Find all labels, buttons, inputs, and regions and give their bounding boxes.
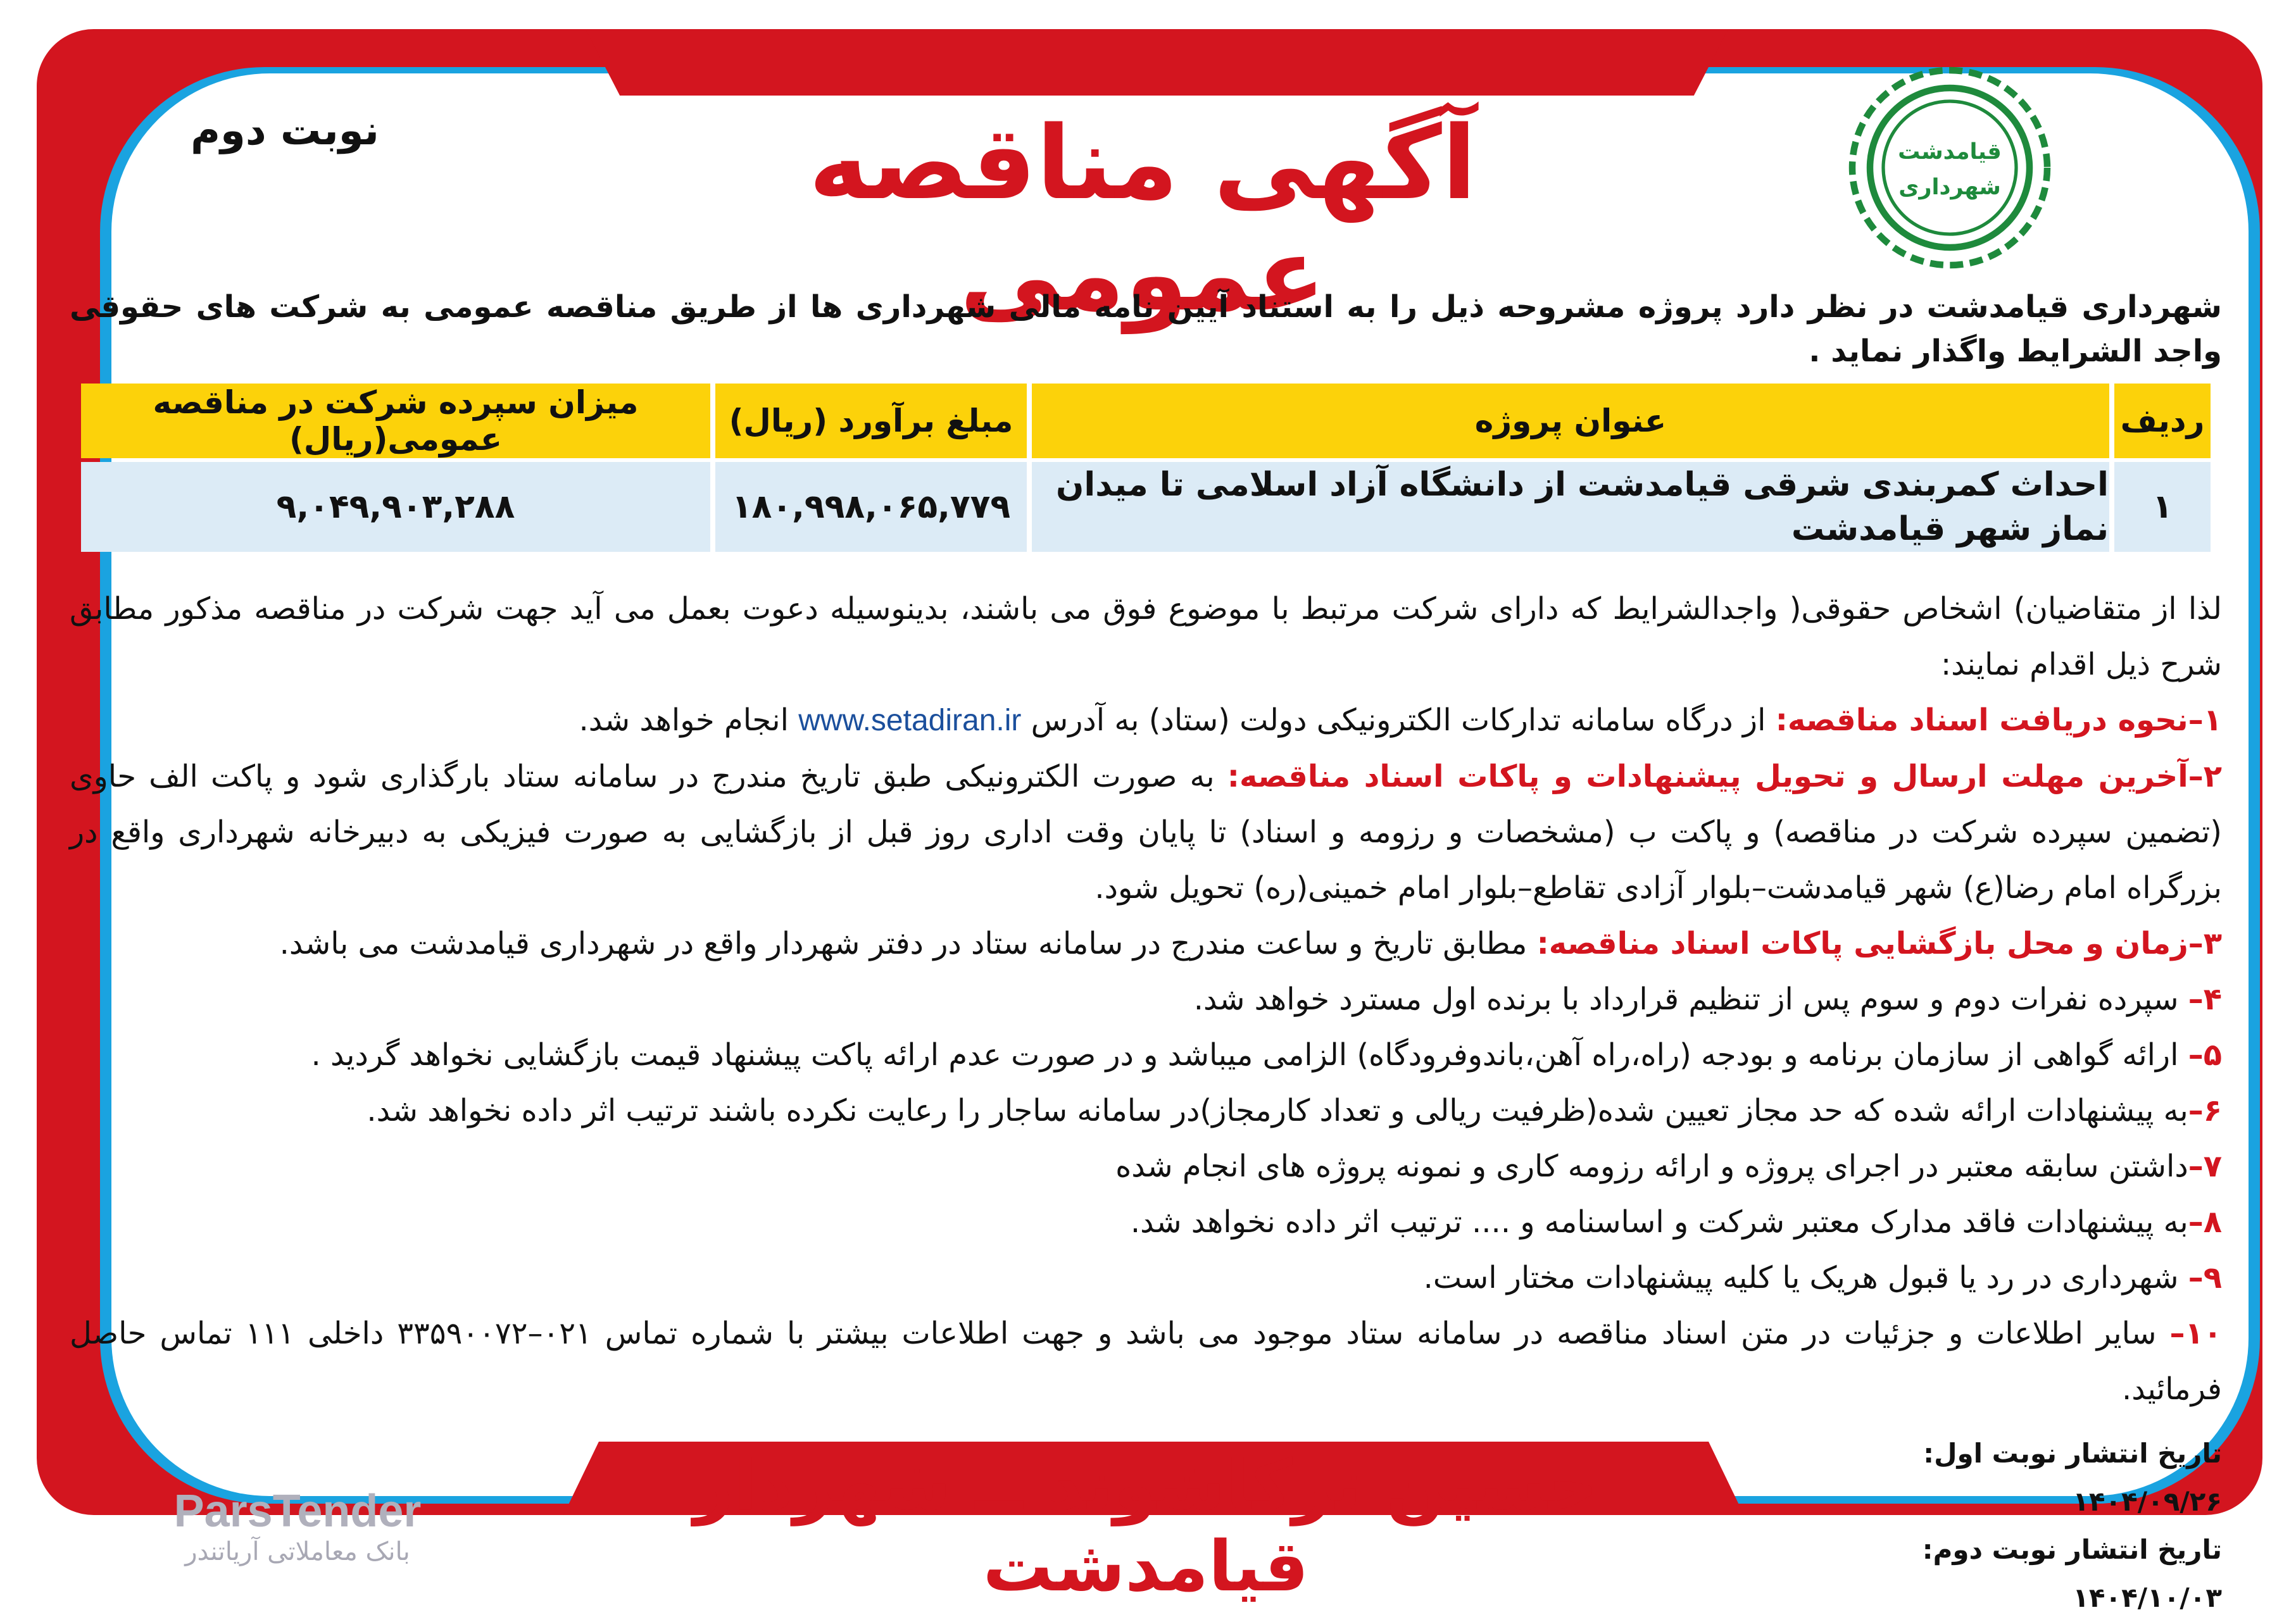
date-second-label: تاریخ انتشار نوبت دوم: [1922, 1534, 2222, 1565]
item-number: ۸– [2188, 1204, 2222, 1240]
list-item [70, 1306, 2222, 1417]
round-label: نوبت دوم [191, 108, 379, 154]
item-number: ۴– [2188, 982, 2222, 1017]
lead-text: لذا از متقاضیان) اشخاص حقوقی( واجدالشرایط که دارای شرکت مرتبط با موضوع فوق می باشند، بدینوسیله دعوت بعمل می آید جهت شرکت در مناقصه مذکور مطابق شرح ذیل اقدام نمایند: [70, 591, 2222, 682]
item-number: ۱۰– [2169, 1316, 2223, 1351]
watermark-sub: بانک معاملاتی آریاتندر [185, 1537, 410, 1566]
date-first-value: ۱۴۰۴/۰۹/۲۶ [2073, 1486, 2222, 1517]
item-number: ۶– [2188, 1093, 2222, 1128]
list-item [70, 1139, 2222, 1194]
item-heading: آخرین مهلت ارسال و تحویل پیشنهادات و پاکات اسناد مناقصه: [1227, 759, 2188, 794]
item-text: از درگاه سامانه تدارکات الکترونیکی دولت (ستاد) به آدرس [1021, 702, 1776, 738]
list-item [70, 692, 2222, 749]
list-item [70, 1250, 2222, 1306]
date-second-value: ۱۴۰۴/۱۰/۰۳ [2073, 1582, 2222, 1613]
item-text: شهرداری در رد یا قبول هریک یا کلیه پیشنهادات مختار است. [1423, 1260, 2188, 1295]
intro-text: شهرداری قیامدشت در نظر دارد پروژه مشروحه ذیل را به استناد آیین نامه مالی شهرداری ها از طریق مناقصه عمومی به شرکت های حقوقی واجد الشرایط واگذار نماید . [70, 289, 2222, 369]
item-text: به پیشنهادات فاقد مدارک معتبر شرکت و اساسنامه و .... ترتیب اثر داده نخواهد شد. [1130, 1204, 2188, 1240]
list-item [70, 749, 2222, 916]
main-content [70, 285, 2222, 1622]
list-item [70, 1194, 2222, 1250]
list-item [70, 1027, 2222, 1083]
cell-title: احداث کمربندی شرقی قیامدشت از دانشگاه آزاد اسلامی تا میدان نماز شهر قیامدشت [1032, 462, 2109, 552]
item-tail: انجام خواهد شد. [579, 702, 799, 738]
municipality-logo [1839, 57, 2061, 278]
item-text: به صورت الکترونیکی طبق تاریخ مندرج در سامانه ستاد بارگذاری شود و پاکت الف حاوی (تضمین سپرده شرکت در مناقصه) و پاکت ب (مشخصات و رزومه و اسناد) تا پایان وقت اداری روز قبل از بازگشایی به صورت فیزیکی به دبیرخانه شهرداری واقع در بزرگراه امام رضا(ع) شهر قیامدشت–بلوار آزادی تقاطع–بلوار امام خمینی(ره) تحویل شود. [70, 759, 2222, 906]
col-estimate: مبلغ برآورد (ریال) [715, 384, 1027, 458]
list-item [70, 971, 2222, 1027]
list-item [70, 1083, 2222, 1139]
col-row: ردیف [2114, 384, 2211, 458]
watermark-block [70, 1485, 525, 1566]
item-number: ۷– [2188, 1149, 2222, 1184]
item-text: به پیشنهادات ارائه شده که حد مجاز تعیین شده(ظرفیت ریالی و تعداد کارمجاز)در سامانه ساجار را رعایت نکرده باشند ترتیب اثر داده نخواهد شد. [367, 1093, 2188, 1128]
publish-dates [1766, 1430, 2222, 1622]
table-header [81, 384, 2211, 458]
table-row [81, 462, 2211, 552]
conditions [70, 581, 2222, 1417]
item-number: ۳– [2188, 926, 2222, 961]
item-number: ۵– [2188, 1037, 2222, 1073]
project-table [70, 380, 2222, 556]
cell-estimate: ۱۸۰,۹۹۸,۰۶۵,۷۷۹ [715, 462, 1027, 552]
item-text: مطابق تاریخ و ساعت مندرج در سامانه ستاد در دفتر شهردار واقع در شهرداری قیامدشت می باشد. [279, 926, 1537, 961]
item-text: ارائه گواهی از سازمان برنامه و بودجه (راه،راه آهن،باندوفرودگاه) الزامی میباشد و در صورت عدم ارائه پاکت پیشنهاد قیمت بازگشایی نخواهد گردید . [311, 1037, 2188, 1073]
svg-text:قیامدشت: قیامدشت [1898, 139, 2002, 165]
cell-row: ۱ [2114, 462, 2211, 552]
item-heading: نحوه دریافت اسناد مناقصه: [1775, 702, 2188, 738]
list-item [70, 916, 2222, 971]
footer [70, 1430, 2222, 1622]
item-text: داشتن سابقه معتبر در اجرای پروژه و ارائه رزومه کاری و نمونه پروژه های انجام شده [1115, 1149, 2188, 1184]
col-title: عنوان پروژه [1032, 384, 2109, 458]
mayor-signature: حسین ترکاشوند ــ شهردار قیامدشت [693, 1445, 1598, 1607]
item-number: ۹– [2188, 1260, 2222, 1295]
date-second [1766, 1526, 2222, 1622]
item-heading: زمان و محل بازگشایی پاکات اسناد مناقصه: [1536, 926, 2188, 961]
item-number: ۲– [2188, 759, 2223, 794]
item-text: سپرده نفرات دوم و سوم پس از تنظیم قرارداد با برنده اول مسترد خواهد شد. [1193, 982, 2188, 1017]
page-title: آگهی مناقصه عمومی [808, 104, 1477, 334]
cell-deposit: ۹,۰۴۹,۹۰۳,۲۸۸ [81, 462, 710, 552]
item-text: سایر اطلاعات و جزئیات در متن اسناد مناقصه در سامانه ستاد موجود می باشد و جهت اطلاعات بیشتر با شماره تماس ۰۲۱–۳۳۵۹۰۰۷۲ داخلی ۱۱۱ تماس حاصل فرمائید. [70, 1316, 2222, 1407]
svg-text:شهرداری: شهرداری [1898, 175, 2001, 200]
col-deposit: میزان سپرده شرکت در مناقصه عمومی(ریال) [81, 384, 710, 458]
date-first-label: تاریخ انتشار نوبت اول: [1923, 1438, 2222, 1469]
date-first [1766, 1430, 2222, 1526]
watermark: ParsTender [173, 1486, 422, 1537]
setad-link[interactable]: www.setadiran.ir [798, 704, 1022, 737]
item-number: ۱– [2188, 702, 2222, 738]
top-red-tab [586, 29, 1728, 96]
